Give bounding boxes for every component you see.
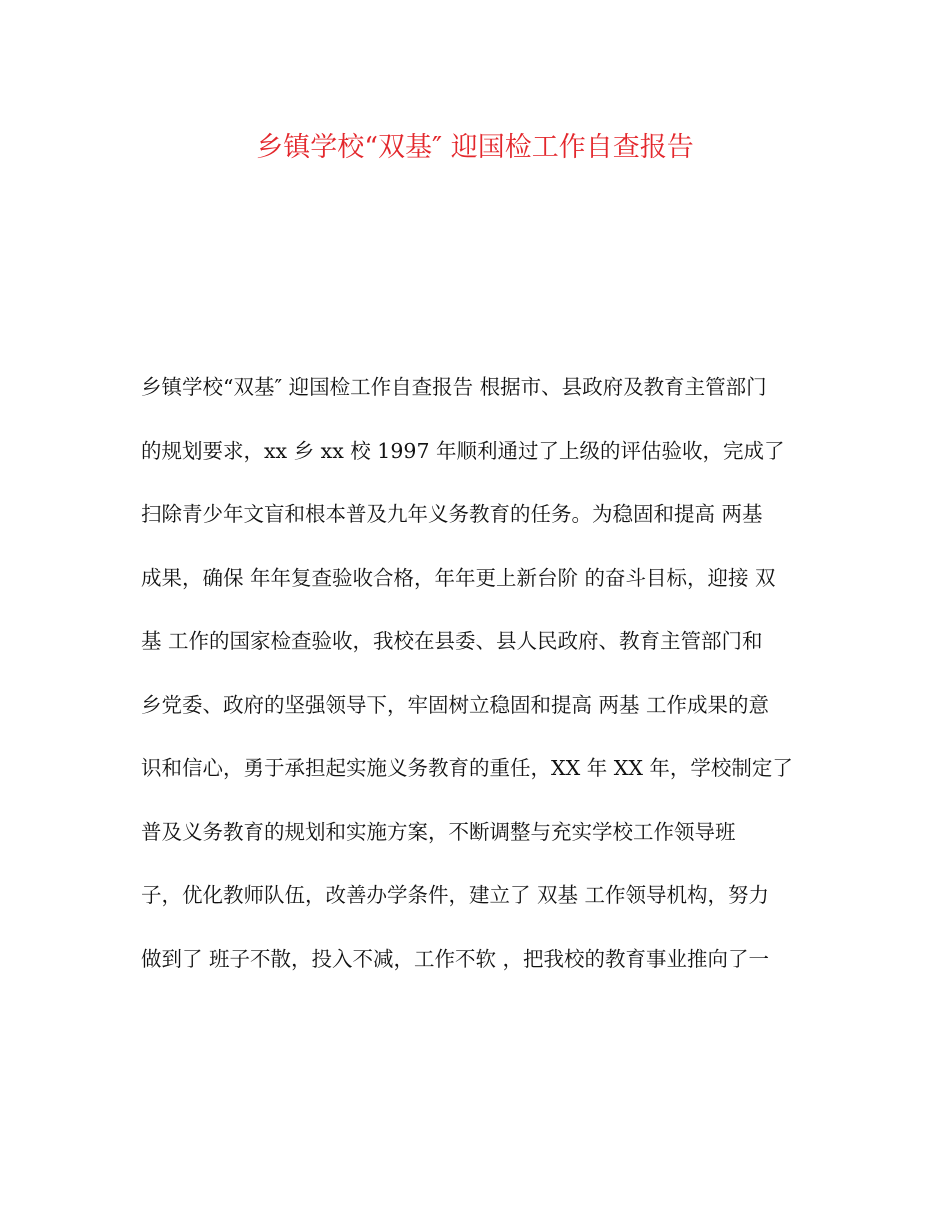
body-line: 子，优化教师队伍，改善办学条件，建立了 双基 工作领导机构，努力	[141, 883, 770, 907]
body-line: 做到了 班子不散，投入不减，工作不软 ，把我校的教育事业推向了一	[141, 946, 770, 971]
body-line: 的规划要求，xx 乡 xx 校 1997 年顺利通过了上级的评估验收，完成了	[141, 438, 785, 463]
body-line: 成果，确保 年年复查验收合格，年年更上新台阶 的奋斗目标，迎接 双	[141, 565, 776, 590]
body-line: 识和信心，勇于承担起实施义务教育的重任，XX 年 XX 年，学校制定了	[141, 756, 793, 780]
document-body	[141, 356, 821, 991]
body-line: 普及义务教育的规划和实施方案，不断调整与充实学校工作领导班	[141, 819, 736, 844]
body-line: 扫除青少年文盲和根本普及九年义务教育的任务。为稳固和提高 两基	[141, 502, 763, 526]
body-line: 乡镇学校“双基″ 迎国检工作自查报告 根据市、县政府及教育主管部门	[141, 375, 767, 399]
document-title: 乡镇学校“双基″ 迎国检工作自查报告	[256, 132, 694, 163]
body-line: 基 工作的国家检查验收，我校在县委、县人民政府、教育主管部门和	[141, 629, 763, 653]
body-line: 乡党委、政府的坚强领导下，牢固树立稳固和提高 两基 工作成果的意	[141, 692, 770, 717]
